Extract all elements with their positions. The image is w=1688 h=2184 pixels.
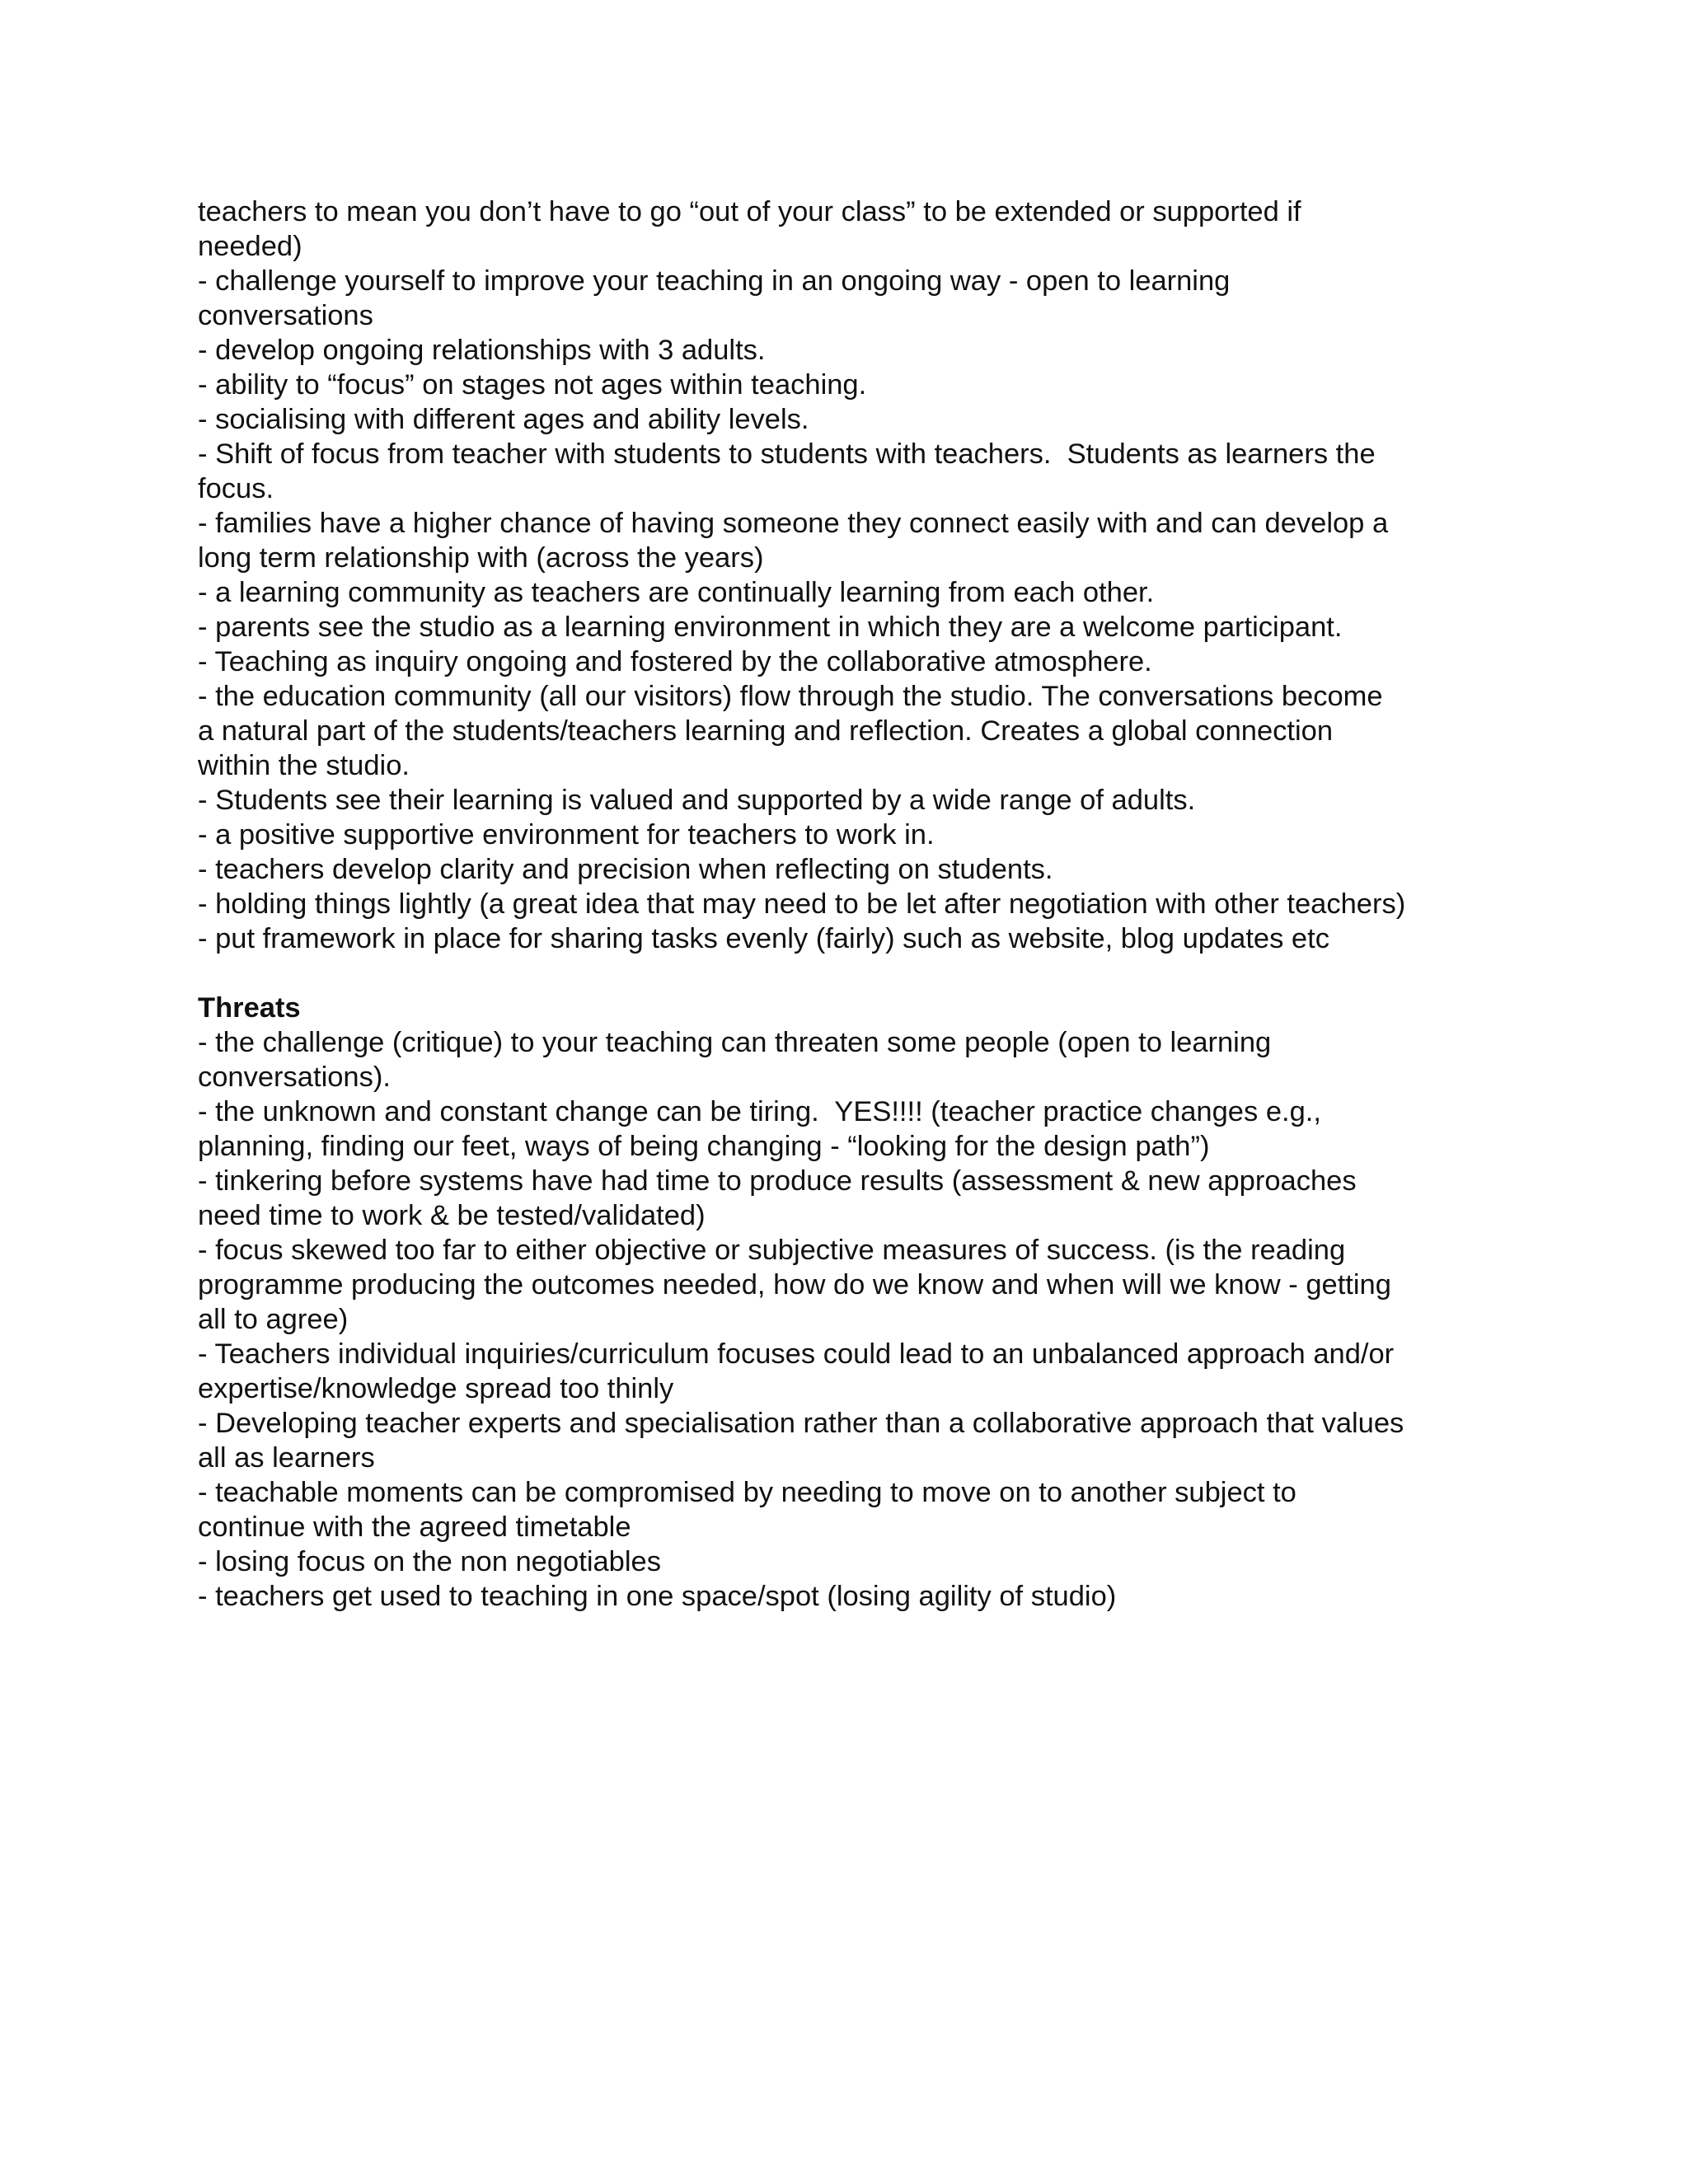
body-line: - socialising with different ages and ability levels.	[198, 404, 809, 435]
body-line: needed)	[198, 231, 302, 262]
opportunities-list	[198, 194, 1500, 956]
body-line: - ability to “focus” on stages not ages within teaching.	[198, 369, 867, 401]
body-line: conversations	[198, 300, 373, 331]
body-line: - holding things lightly (a great idea that may need to be let after negotiation with other teachers)	[198, 888, 1406, 920]
body-line: - families have a higher chance of having someone they connect easily with and can develop a	[198, 508, 1389, 539]
body-line: conversations).	[198, 1062, 391, 1093]
threats-section	[198, 991, 1500, 1614]
body-line: - teachers get used to teaching in one space/spot (losing agility of studio)	[198, 1581, 1117, 1612]
body-line: - Students see their learning is valued and supported by a wide range of adults.	[198, 785, 1196, 816]
body-line: continue with the agreed timetable	[198, 1511, 631, 1543]
body-line: a natural part of the students/teachers learning and reflection. Creates a global connection	[198, 715, 1334, 747]
body-line: - challenge yourself to improve your teaching in an ongoing way - open to learning	[198, 265, 1231, 297]
paragraph-gap	[198, 956, 1500, 991]
document-body	[198, 194, 1500, 1614]
body-line: - a positive supportive environment for teachers to work in.	[198, 819, 935, 851]
body-line: - parents see the studio as a learning environment in which they are a welcome participant.	[198, 612, 1343, 643]
body-line: - losing focus on the non negotiables	[198, 1546, 661, 1577]
body-line: all to agree)	[198, 1304, 349, 1335]
body-line: expertise/knowledge spread too thinly	[198, 1373, 674, 1404]
body-line: all as learners	[198, 1442, 375, 1474]
body-line: - teachable moments can be compromised by needing to move on to another subject to	[198, 1477, 1296, 1508]
body-line: - a learning community as teachers are continually learning from each other.	[198, 577, 1155, 608]
body-line: - Shift of focus from teacher with students to students with teachers. Students as learners the	[198, 438, 1376, 470]
body-line: - the unknown and constant change can be tiring. YES!!!! (teacher practice changes e.g.,	[198, 1096, 1321, 1127]
body-line: - Teachers individual inquiries/curriculum focuses could lead to an unbalanced approach and/or	[198, 1338, 1395, 1370]
body-line: programme producing the outcomes needed, how do we know and when will we know - getting	[198, 1269, 1391, 1301]
body-line: long term relationship with (across the years)	[198, 542, 764, 574]
body-line: - the education community (all our visitors) flow through the studio. The conversations become	[198, 681, 1383, 712]
body-line: focus.	[198, 473, 274, 504]
body-line: - teachers develop clarity and precision when reflecting on students.	[198, 854, 1053, 885]
body-line: within the studio.	[198, 750, 410, 781]
body-line: need time to work & be tested/validated)	[198, 1200, 706, 1231]
body-line: - tinkering before systems have had time to produce results (assessment & new approaches	[198, 1165, 1357, 1197]
body-line: - the challenge (critique) to your teaching can threaten some people (open to learning	[198, 1027, 1272, 1058]
body-line: planning, finding our feet, ways of being changing - “looking for the design path”)	[198, 1131, 1210, 1162]
body-line: teachers to mean you don’t have to go “out of your class” to be extended or supported if	[198, 196, 1301, 227]
body-line: - develop ongoing relationships with 3 adults.	[198, 335, 766, 366]
threats-heading: Threats	[198, 992, 301, 1024]
body-line: - focus skewed too far to either objective or subjective measures of success. (is the reading	[198, 1235, 1346, 1266]
body-line: - Teaching as inquiry ongoing and fostered by the collaborative atmosphere.	[198, 646, 1152, 677]
body-line: - put framework in place for sharing tasks evenly (fairly) such as website, blog updates etc	[198, 923, 1329, 954]
body-line: - Developing teacher experts and specialisation rather than a collaborative approach that values	[198, 1408, 1404, 1439]
